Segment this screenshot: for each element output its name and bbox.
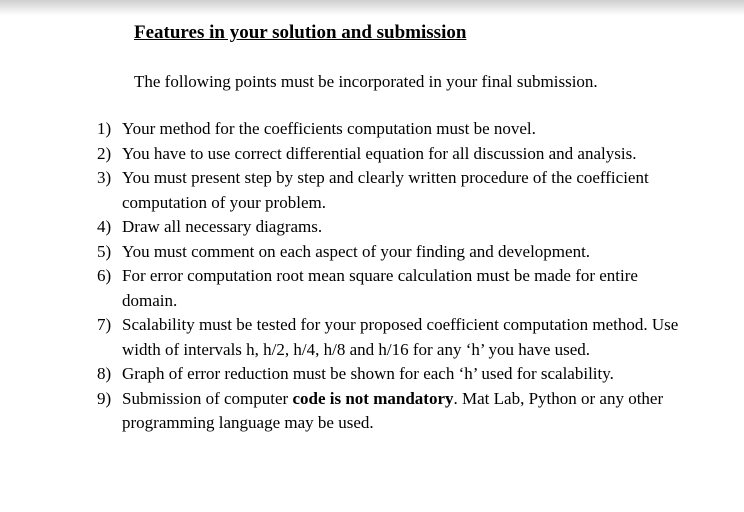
list-item-text-start: Submission of computer <box>122 388 293 408</box>
list-item-number: 4) <box>97 217 112 236</box>
list-item-text: For error computation root mean square calculation must be made for entire domain. <box>122 266 638 310</box>
list-item-number: 6) <box>97 266 112 285</box>
list-item-number: 1) <box>97 119 112 138</box>
list-item-number: 2) <box>97 143 112 163</box>
list-item-text: Graph of error reduction must be shown for each ‘h’ used for scalability. <box>122 364 614 383</box>
list-item-text: Your method for the coefficients computation must be novel. <box>122 119 536 138</box>
intro-text: The following points must be incorporated in your final submission. <box>134 72 598 91</box>
list-item-text: You have to use correct differential equation for all discussion and analysis. <box>122 143 637 163</box>
list-item-text: Draw all necessary diagrams. <box>122 217 323 236</box>
list-item-number: 8) <box>97 364 112 383</box>
list-item-text <box>122 387 692 436</box>
list-item <box>0 142 692 167</box>
list-item <box>0 166 692 215</box>
list-item-number: 9) <box>97 388 112 408</box>
list-item <box>0 264 692 313</box>
list-item-number: 3) <box>97 168 112 187</box>
list-item-text: You must present step by step and clearly written procedure of the coefficient computation of your problem. <box>122 168 649 212</box>
page-title: Features in your solution and submission <box>134 22 467 43</box>
list-item-text-bold: code is not mandatory <box>292 388 454 408</box>
list-item-text-end: . Mat Lab, Python or any other programming language may be used. <box>122 388 664 432</box>
list-item-text: Scalability must be tested for your proposed coefficient computation method. Use width of intervals h, h/2, h/4, h/8 and h/16 for any ‘h’ you have used. <box>122 315 679 359</box>
list-item-number: 7) <box>97 315 112 334</box>
list-item <box>0 117 692 142</box>
list-item <box>0 240 692 265</box>
list-item <box>0 215 692 240</box>
list-item-text: You must comment on each aspect of your finding and development. <box>122 241 591 261</box>
list-item-number: 5) <box>97 241 112 261</box>
list-item <box>0 387 692 436</box>
list-item <box>0 313 692 362</box>
list-item <box>0 362 692 387</box>
requirements-list <box>0 117 692 436</box>
